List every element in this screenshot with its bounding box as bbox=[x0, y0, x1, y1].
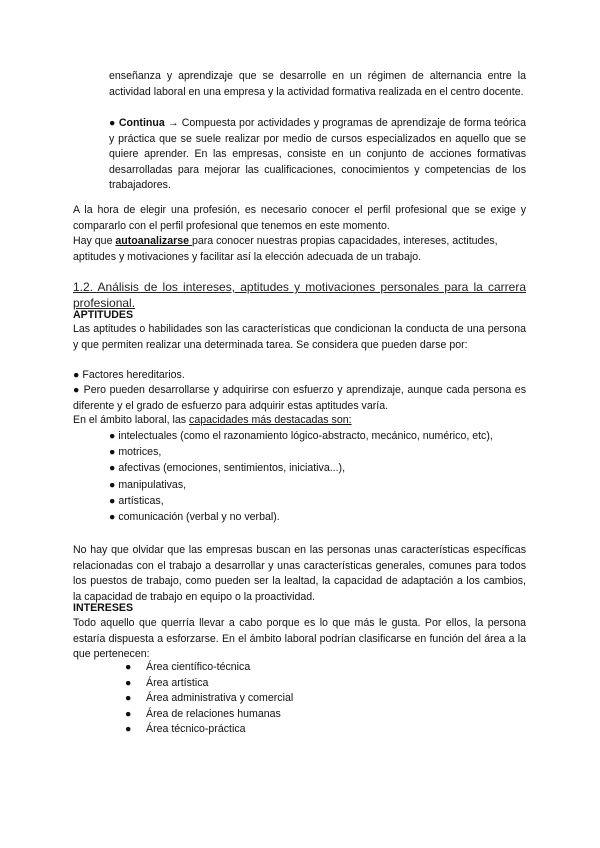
bullet-icon: ● bbox=[109, 117, 116, 129]
list-item: ● comunicación (verbal y no verbal). bbox=[109, 511, 280, 524]
laboral-capacities-intro bbox=[73, 413, 526, 429]
bullet-icon: ● bbox=[125, 676, 132, 689]
bullet-icon: ● bbox=[125, 661, 132, 673]
self-analysis-paragraph bbox=[73, 234, 526, 265]
continua-text: → Compuesta por actividades y programas de aprendizaje de forma teórica y práctica que se suele realizar por medio de cursos especializados en aquello que se quiere aprender. En las empresas, consiste en un conjunto de acciones formativas desarrolladas para mejorar las cualificaciones, conocimientos y competencias de los trabajadores. bbox=[109, 117, 526, 191]
section-heading: 1.2. Análisis de los intereses, aptitudes y motivaciones personales para la carrera profesional. bbox=[73, 280, 526, 310]
profession-paragraph: A la hora de elegir una profesión, es necesario conocer el perfil profesional que se exige y compararlo con el perfil profesional que tenemos en este momento. bbox=[73, 204, 526, 232]
list-item: ● Área de relaciones humanas bbox=[125, 707, 293, 723]
self-analysis-term: autoanalizarse bbox=[115, 235, 192, 247]
bullet-icon: ● bbox=[125, 692, 132, 704]
intereses-label: INTERESES bbox=[73, 602, 134, 614]
companies-paragraph: No hay que olvidar que las empresas buscan en las personas unas características específicas relacionadas con el trabajo a desarrollar y unas características generales, comunes para todos los puestos de trabajo, como pueden ser la lealtad, la capacidad de adaptación a los cambios, la capacidad de trabajo en equipo o la proactividad. bbox=[73, 544, 526, 603]
aptitudes-point-2: ● Pero pueden desarrollarse y adquirirse con esfuerzo y aprendizaje, aunque cada persona es diferente y el grado de esfuerzo para adquirir estas aptitudes varía. bbox=[73, 384, 526, 412]
bullet-icon: ● bbox=[125, 723, 132, 735]
continua-bullet bbox=[109, 116, 526, 194]
list-item: ● intelectuales (como el razonamiento lógico-abstracto, mecánico, numérico, etc), bbox=[109, 430, 493, 442]
self-analysis-after: para conocer nuestras propias capacidades, intereses, actitudes, aptitudes y motivaciones y facilitar así la elección adecuada de un trabajo. bbox=[73, 235, 498, 263]
list-item: ● artísticas, bbox=[109, 494, 164, 507]
list-item: ● manipulativas, bbox=[109, 478, 187, 491]
intereses-intro: Todo aquello que querría llevar a cabo porque es lo que más le gusta. Por ellos, la persona estaría dispuesta a esforzarse. En el ámbito laboral podrían clasificarse en función del área a la que pertenecen: bbox=[73, 617, 526, 660]
list-item: ● Área administrativa y comercial bbox=[125, 691, 293, 707]
list-item: ● afectivas (emociones, sentimientos, iniciativa...), bbox=[109, 462, 346, 475]
list-item: ● Área científico-técnica bbox=[125, 660, 293, 676]
areas-list bbox=[125, 660, 293, 738]
bullet-icon: ● bbox=[125, 707, 132, 720]
aptitudes-point-1: ● Factores hereditarios. bbox=[73, 369, 185, 381]
self-analysis-before: Hay que bbox=[73, 235, 116, 247]
continua-term: Continua bbox=[118, 117, 165, 129]
capacities-list bbox=[109, 428, 493, 525]
laboral-underlined: capacidades más destacadas son: bbox=[189, 414, 352, 426]
aptitudes-label: APTITUDES bbox=[73, 309, 134, 321]
aptitudes-intro: Las aptitudes o habilidades son las características que condicionan la conducta de una persona y que permiten realizar una determinada tarea. Se considera que pueden darse por: bbox=[73, 323, 526, 351]
dual-training-continuation: enseñanza y aprendizaje que se desarrolle en un régimen de alternancia entre la actividad laboral en una empresa y la actividad formativa realizada en el centro docente. bbox=[109, 70, 526, 98]
laboral-before: En el ámbito laboral, las bbox=[73, 414, 190, 426]
list-item: ● motrices, bbox=[109, 446, 162, 459]
list-item: ● Área artística bbox=[125, 676, 293, 692]
list-item: ● Área técnico-práctica bbox=[125, 722, 293, 738]
